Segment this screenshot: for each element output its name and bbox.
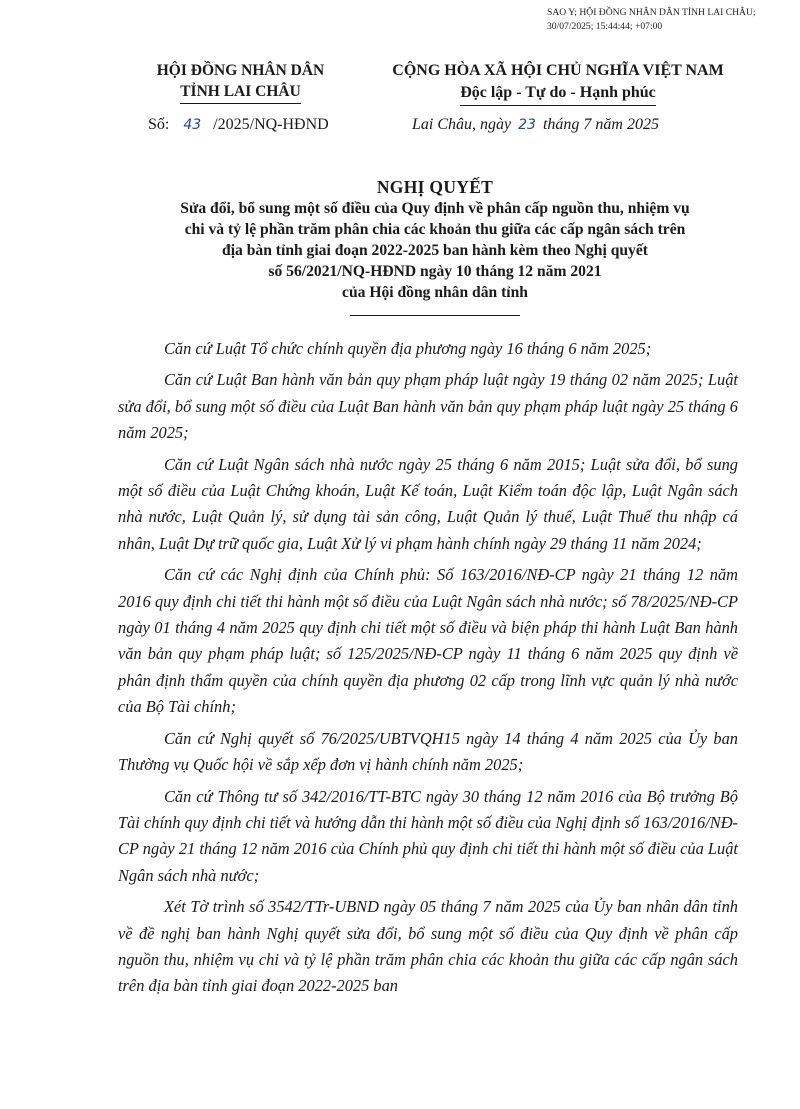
- legal-basis-paragraph: Căn cứ Thông tư số 342/2016/TT-BTC ngày 30 tháng 12 năm 2016 của Bộ trưởng Bộ Tài chính quy định chi tiết và hướng dẫn thi hành một số điều của Nghị định số 163/2016/NĐ-CP ngày 21 tháng 12 năm 2016 của Chính phủ quy định chi tiết thi hành một số điều của Luật Ngân sách nhà nước;: [118, 786, 738, 885]
- issue-date-day-handwritten: 23: [518, 117, 536, 133]
- issuing-authority: [128, 60, 353, 104]
- issuing-authority-line1: HỘI ĐỒNG NHÂN DÂN: [156, 62, 325, 79]
- document-subject: [130, 198, 740, 303]
- legal-basis-paragraph: Căn cứ các Nghị định của Chính phủ: Số 163/2016/NĐ-CP ngày 21 tháng 12 năm 2016 quy định chi tiết thi hành một số điều của Luật Ngân sách nhà nước; số 78/2025/NĐ-CP ngày 01 tháng 4 năm 2025 quy định chi tiết một số điều và biện pháp thi hành Luật Ban hành văn bản quy phạm pháp luật; số 125/2025/NĐ-CP ngày 11 tháng 6 năm 2025 quy định về phân định thẩm quyền của chính quyền địa phương 02 cấp trong lĩnh vực quản lý nhà nước của Bộ Tài chính;: [118, 565, 738, 717]
- subject-line: địa bàn tỉnh giai đoạn 2022-2025 ban hành kèm theo Nghị quyết: [222, 242, 648, 259]
- issuing-authority-line2: TỈNH LAI CHÂU: [180, 81, 301, 104]
- digital-copy-stamp: SAO Y; HỘI ĐỒNG NHÂN DÂN TỈNH LAI CHÂU; 30/07/2025; 15:44:44; +07:00: [547, 7, 756, 32]
- legal-basis-paragraph: Căn cứ Luật Ban hành văn bản quy phạm pháp luật ngày 19 tháng 02 năm 2025; Luật sửa đổi, bổ sung một số điều của Luật Ban hành văn bản quy phạm pháp luật ngày 25 tháng 6 năm 2025;: [118, 370, 738, 443]
- document-title-block: [130, 176, 740, 321]
- issue-date: [412, 116, 659, 134]
- document-number: [148, 116, 329, 134]
- subject-line: của Hội đồng nhân dân tỉnh: [342, 284, 528, 301]
- document-number-suffix: /2025/NQ-HĐND: [213, 116, 329, 133]
- legal-basis-paragraph: Căn cứ Nghị quyết số 76/2025/UBTVQH15 ngày 14 tháng 4 năm 2025 của Ủy ban Thường vụ Quốc hội về sắp xếp đơn vị hành chính năm 2025;: [118, 728, 738, 775]
- document-type: NGHỊ QUYẾT: [376, 177, 494, 197]
- issue-date-suffix: tháng 7 năm 2025: [542, 116, 659, 133]
- title-underline: [350, 315, 520, 316]
- national-heading: [370, 60, 746, 106]
- issue-date-prefix: Lai Châu, ngày: [412, 116, 512, 133]
- legal-basis-paragraph: Căn cứ Luật Tổ chức chính quyền địa phương ngày 16 tháng 6 năm 2025;: [164, 339, 652, 358]
- document-number-label: Số:: [148, 116, 170, 133]
- subject-line: số 56/2021/NQ-HĐND ngày 10 tháng 12 năm 2021: [268, 263, 602, 280]
- proposal-paragraph: Xét Tờ trình số 3542/TTr-UBND ngày 05 tháng 7 năm 2025 của Ủy ban nhân dân tỉnh về đề nghị ban hành Nghị quyết sửa đổi, bổ sung một số điều của Quy định về phân cấp nguồn thu, nhiệm vụ chi và tỷ lệ phần trăm phân chia các khoản thu giữa các cấp ngân sách trên địa bàn tỉnh giai đoạn 2022-2025 ban: [118, 897, 738, 996]
- legal-basis-paragraph: Căn cứ Luật Ngân sách nhà nước ngày 25 tháng 6 năm 2015; Luật sửa đổi, bổ sung một số điều của Luật Chứng khoán, Luật Kế toán, Luật Kiểm toán độc lập, Luật Ngân sách nhà nước, Luật Quản lý, sử dụng tài sản công, Luật Quản lý thuế, Luật Thuế thu nhập cá nhân, Luật Dự trữ quốc gia, Luật Xử lý vi phạm hành chính ngày 29 tháng 11 năm 2024;: [118, 454, 738, 553]
- national-motto: Độc lập - Tự do - Hạnh phúc: [460, 82, 656, 106]
- document-number-handwritten: 43: [183, 117, 202, 133]
- subject-line: Sửa đổi, bổ sung một số điều của Quy định về phân cấp nguồn thu, nhiệm vụ: [180, 200, 690, 217]
- document-body: [118, 336, 738, 1005]
- subject-line: chi và tỷ lệ phần trăm phân chia các khoản thu giữa các cấp ngân sách trên: [184, 221, 686, 238]
- country-name: CỘNG HÒA XÃ HỘI CHỦ NGHĨA VIỆT NAM: [392, 62, 724, 79]
